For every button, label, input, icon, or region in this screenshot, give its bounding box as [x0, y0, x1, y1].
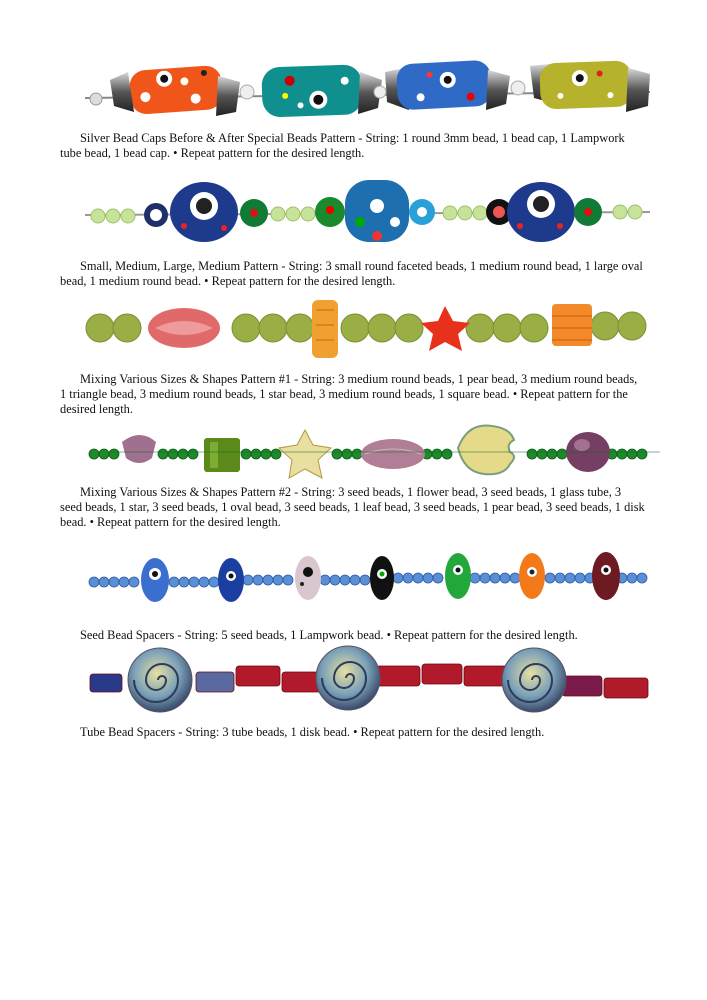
- pattern-1-caption: Silver Bead Caps Before & After Special Beads Pattern - String: 1 round 3mm bead, 1 bead cap, 1 Lampwork tube bead, 1 bead cap. • Repeat pattern for the desired length.: [60, 131, 625, 160]
- pattern-4-caption: Mixing Various Sizes & Shapes Pattern #2 - String: 3 seed beads, 1 flower bead, 3 seed beads, 1 glass tube, 3 seed beads, 1 star, 3 seed beads, 1 oval bead, 3 seed beads, 1 leaf bead, 3 seed beads, 1 pear bead, 3 seed beads, 1 disk bead. • Repeat pattern for the desired length.: [60, 485, 645, 529]
- pattern-6-caption: Tube Bead Spacers - String: 3 tube beads, 1 disk bead. • Repeat pattern for the desired length.: [80, 725, 545, 739]
- pattern-5-caption: Seed Bead Spacers - String: 5 seed beads, 1 Lampwork bead. • Repeat pattern for the desired length.: [80, 628, 578, 642]
- pattern-2-caption: Small, Medium, Large, Medium Pattern - String: 3 small round faceted beads, 1 medium round bead, 1 large oval bead, 1 medium round bead. • Repeat pattern for the desired length.: [60, 259, 643, 288]
- pattern-3-caption: Mixing Various Sizes & Shapes Pattern #1 - String: 3 medium round beads, 1 pear bead, 3 medium round beads, 1 triangle bead, 3 medium round beads, 1 star bead, 3 medium round beads, 1 square bead. • Repeat pattern for the desired length.: [60, 372, 638, 416]
